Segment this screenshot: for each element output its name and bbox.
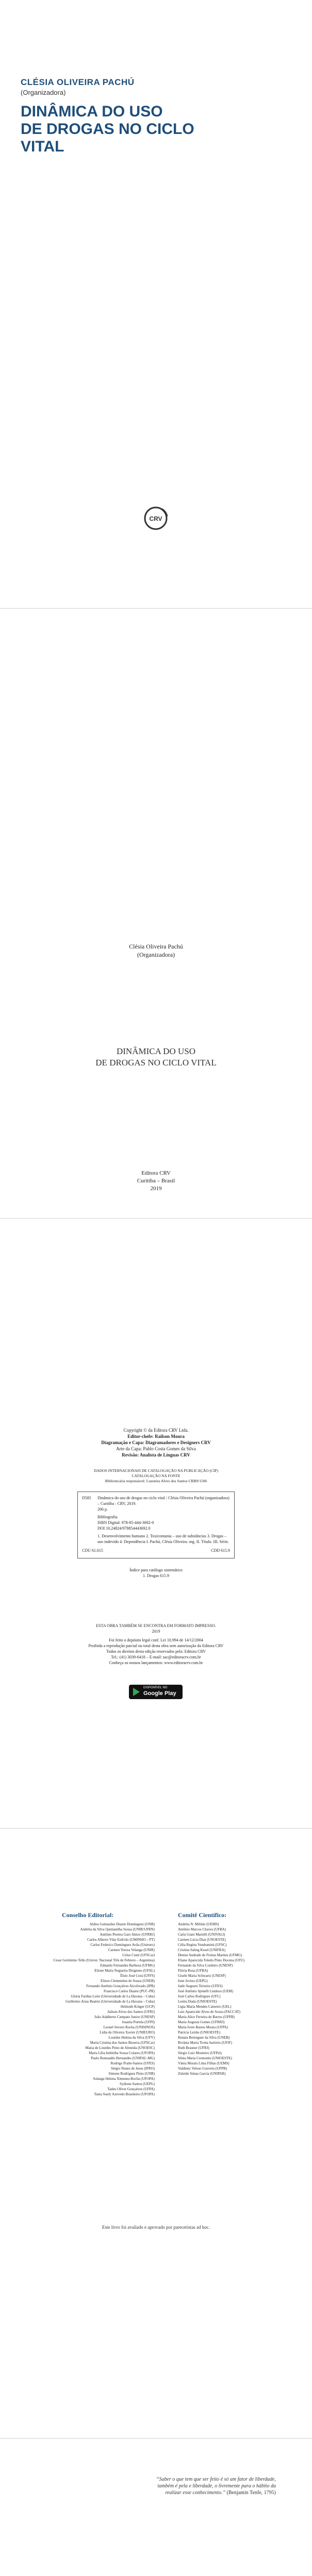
- layout-cover-credit: Diagramação e Capa: Diagramadores e Designers CRV: [101, 1440, 211, 1445]
- board-member: Eduardo Fernandes Barbosa (UFMG): [100, 1963, 155, 1968]
- print-format-notice: ESTA OBRA TAMBÉM SE ENCONTRA EM FORMATO IMPRESSO.: [96, 1623, 216, 1628]
- board-member: Vânia Morais Lima Filhas (UEMS): [178, 2061, 229, 2065]
- board-member: Tania Suely Azevedo Brasileiro (UFOPA): [94, 2092, 155, 2096]
- cdu-code: CDU 61.615: [82, 1548, 103, 1553]
- board-member: Aldira Guimarães Duarte Domínguez (UNB): [89, 1922, 155, 1926]
- catalog-index-heading: Índice para catálogo sistemático: [129, 1568, 183, 1572]
- cip-text: [97, 1495, 230, 1545]
- board-member: Fernando Antônio Gonçalves Alcoforado (IPB): [86, 1984, 155, 1988]
- board-member: Leonel Severo Rocha (UNISINOS): [103, 2025, 155, 2029]
- board-member: Lídia de Oliveira Xavier (UNIEURO): [100, 2030, 155, 2035]
- page-separator: [0, 1218, 312, 1219]
- google-play-badge-label: Google Play: [143, 1690, 176, 1697]
- rights-notice: [0, 1623, 312, 1666]
- publication-year: 2019: [150, 1185, 162, 1192]
- title-page-organizer-label: (Organizadora): [137, 951, 175, 958]
- board-member: Elizeu Clementino de Souza (UNEB): [101, 1979, 155, 1983]
- board-member: Elione Maria Nogueira Diogenes (UFAL): [94, 1969, 155, 1973]
- board-member: Lenita Duda (UNIOESTE): [178, 1999, 217, 2004]
- board-member: Cristina Saling Kruel (UNIFRA): [178, 1948, 225, 1952]
- board-member: Guillermo Arias Beatón (Universidade de La Havana – Cuba): [65, 1999, 155, 2004]
- board-member: Helmuth Krüger (UCP): [120, 2005, 155, 2009]
- peer-review-notice: Este livro foi avaliado e aprovado por pareceristas ad hoc.: [102, 2225, 210, 2230]
- board-member: Maria Cristina dos Santos Bezerra (UFSCar): [90, 2041, 155, 2045]
- epigraph: [150, 2476, 276, 2496]
- board-member: Josania Portela (UFPI): [122, 2020, 155, 2024]
- cip-heading-line-3: Bibliotecária responsável: Luzenira Alves dos Santos CRB9/1506: [105, 1479, 207, 1483]
- contact-line: Tel.: (41) 3039-6418 – E-mail: sac@editoracrv.com.br: [111, 1655, 201, 1659]
- play-store-icon: [133, 1688, 140, 1696]
- cover-title: [21, 103, 237, 156]
- legal-deposit: Foi feito o depósito legal conf. Lei 10.994 de 14/12/2004: [109, 1638, 203, 1642]
- publisher-city: Curitiba – Brasil: [137, 1178, 175, 1184]
- board-member: Rodrigo Pratte-Santos (UFES): [110, 2061, 155, 2065]
- board-member: Fernando da Silva Cordeiro (UNESP): [178, 1963, 233, 1968]
- board-member: Flávia Rosa (UFBA): [178, 1969, 208, 1973]
- board-member: Eliane Aparecida Toledo Pinto Docena (UFU): [178, 1958, 245, 1962]
- rights-reserved: Todos os direitos desta edição reservados pela: Editora CRV: [106, 1649, 206, 1654]
- title-page-title-line-1: DINÂMICA DO USO: [116, 1046, 195, 1056]
- board-member: Élsio José Corá (UFFS): [120, 1974, 155, 1978]
- board-member: José Carlos Rodrigues (UFC): [178, 1994, 221, 1998]
- cip-record-body: [82, 1495, 230, 1545]
- cover-title-line-1: DINÂMICA DO USO: [21, 103, 163, 120]
- board-member: Jadir Augusto Teixeira (UFES): [178, 1984, 223, 1988]
- board-member: Patrícia Leirão (UNIOESTE): [178, 2030, 221, 2035]
- catalog-index: [0, 1567, 312, 1579]
- board-member: Carmen Tereza Velanga (UNIR): [108, 1948, 155, 1952]
- website-line: Conheça os nossos lançamentos: www.editoracrv.com.br: [109, 1660, 203, 1665]
- board-member: Gisele Maria Schwartz (UNESP): [178, 1974, 226, 1978]
- board-member: Sérgio Nunes de Jesus (IFRO): [110, 2066, 155, 2071]
- board-member: Carlos Alberto Vilar Estêvão (UMINHO – PT): [87, 1938, 155, 1942]
- board-member: Denise Andrade de Freitas Martins (UFMG): [178, 1953, 242, 1957]
- cip-isbn: ISBN Digital: 978-85-444-3692-0: [97, 1520, 154, 1525]
- board-member: Ruth Brauner (UFRJ): [178, 2046, 209, 2050]
- board-member: Zuleide Simas Garcia (UNIPAR): [178, 2072, 226, 2076]
- notice-year: 2019: [152, 1629, 160, 1634]
- copyright-credits: [0, 1427, 312, 1458]
- board-member: Célia Regina Vendramini (UFSC): [178, 1943, 227, 1947]
- board-member: Ione Jovino (UEPG): [178, 1979, 208, 1983]
- board-member: Sydione Santos (UEPG): [119, 2082, 155, 2086]
- cover-title-line-2: DE DROGAS NO CICLO VITAL: [21, 121, 194, 155]
- cip-doi: DOI 10.24824/978854443692.0: [97, 1526, 151, 1531]
- board-member: Gloria Fariñas León (Universidade de La Havana – Cuba): [71, 1994, 155, 1998]
- cip-record-box: [77, 1492, 235, 1558]
- scientific-committee-heading: Comitê Científico:: [178, 1911, 227, 1919]
- title-page-title: [0, 1046, 312, 1069]
- board-member: Celso Conti (UFSCar): [122, 1953, 155, 1957]
- board-member: Maria Ivete Bastos Moura (UFPA): [178, 2025, 228, 2029]
- board-member: Maria Alice Ferreira de Barros (UFPB): [178, 2015, 235, 2019]
- board-member: Simone Rodrigues Pinto (UNB): [108, 2072, 155, 2076]
- board-member: Lígia Maria Mendes Carneiro (UEL): [178, 2005, 232, 2009]
- board-member: Jailson Alves dos Santos (UFRJ): [107, 2010, 155, 2014]
- cip-bibliography: Bibliografia: [97, 1515, 118, 1519]
- revision-credit: Revisão: Analista de Línguas CRV: [122, 1452, 190, 1458]
- scientific-committee-list: [178, 1922, 281, 2076]
- board-member: Andréia N. Militão (UEMS): [178, 1922, 219, 1926]
- board-member: Antônio Pereira Gaio Júnior (UFRRJ): [100, 1933, 155, 1937]
- cip-classification: [82, 1548, 230, 1553]
- board-member: Cesar Gerónimo Tello (Univer. Nacional Três de Febrero – Argentina): [53, 1958, 155, 1962]
- board-member: José Antônio Spinelli Lindozo (UEM): [178, 1989, 233, 1993]
- cip-pages: 266 p.: [97, 1507, 108, 1512]
- cip-heading-line-2: CATALOGAÇÃO NA FONTE: [132, 1473, 180, 1478]
- crv-logo: [142, 505, 169, 532]
- board-member: João Adalberto Campato Junior (UNESP): [94, 2015, 155, 2019]
- board-member: Antônio Marcos Chaves (UFBA): [178, 1927, 226, 1931]
- cip-heading-line-1: DADOS INTERNACIONAIS DE CATALOGAÇÃO NA PUBLICAÇÃO (CIP): [93, 1468, 219, 1473]
- cip-entry: Dinâmica do uso de drogas no ciclo vital / Clésia Oliveira Pachú (organizadora) – Curitiba : CRV, 2019.: [97, 1496, 229, 1506]
- epigraph-quote: “Saber o que tem que ser feito é só um fator de liberdade, também é pela e liberdade, o livremente para o hábito da realizar esse conhecimento.”: [156, 2477, 276, 2496]
- epigraph-citation: (Benjamin Tenfe, 1795): [226, 2490, 276, 2496]
- cdd-code: CDD 615.9: [211, 1548, 230, 1553]
- board-member: Francisco Carlos Duarte (PUC-PR): [104, 1989, 155, 1993]
- publisher-name: Editora CRV: [141, 1170, 171, 1176]
- catalog-index-item: 1. Drogas 615.9: [142, 1573, 170, 1578]
- title-page: [0, 609, 312, 1217]
- crv-logo-text: CRV: [149, 515, 162, 522]
- cip-code: D585: [82, 1496, 91, 1500]
- editorial-board-list: [41, 1922, 155, 2097]
- board-member: Luiz Aparecido Alves de Souza (FACCAT): [178, 2010, 240, 2014]
- board-member: Sérgio Luiz Monteiro (UFPel): [178, 2051, 222, 2055]
- cip-subjects: 1. Desenvolvimento humano 2. Toxicomania – uso de substâncias 3. Drogas – uso indevido 4. Dependência I. Pachú, Clésia Oliveira. org. II. Título. III. Série.: [97, 1534, 229, 1544]
- cover-organizer-label: (Organizadora): [21, 89, 66, 96]
- cover-art-credit: Arte da Capa: Pablo Costa Gomes da Silva: [116, 1446, 196, 1451]
- cover-author: CLÉSIA OLIVEIRA PACHÚ: [21, 77, 135, 87]
- editorial-board-heading: Conselho Editorial:: [62, 1911, 114, 1919]
- board-member: Solange Helena Ximenes-Rocha (UFOPA): [93, 2077, 155, 2081]
- page-separator: [0, 2438, 312, 2439]
- board-member: Tadeu Oliver Gonçalves (UFPA): [107, 2087, 155, 2091]
- board-member: Carmen Lúcia Dias (UNOESTE): [178, 1938, 226, 1942]
- page-separator: [0, 1828, 312, 1829]
- reproduction-notice: Proibida a reprodução parcial ou total desta obra sem autorização da Editora CRV: [88, 1643, 224, 1648]
- board-member: Paulo Romualdo Hernandes (UNIFAL-MG): [91, 2056, 155, 2060]
- cover-page: [0, 0, 312, 608]
- title-page-imprint: [0, 1170, 312, 1193]
- board-member: Andréia da Silva Quintanilha Sousa (UNIR/UFRN): [80, 1927, 155, 1931]
- board-member: Renata Berenguer da Silva (UNEB): [178, 2036, 230, 2040]
- board-member: Valdiney Veloso Gouveia (UFPB): [178, 2066, 227, 2071]
- title-page-title-line-2: DE DROGAS NO CICLO VITAL: [95, 1058, 217, 1067]
- board-member: Rivânia Maria Trotta Sartório (UFJF): [178, 2041, 232, 2045]
- board-member: Maria Lília Imbiriba Sousa Colares (UFOPA): [89, 2051, 155, 2055]
- board-member: Lourdes Helena da Silva (UFV): [108, 2036, 155, 2040]
- copyright-line: Copyright © da Editora CRV Ltda.: [123, 1428, 189, 1433]
- board-member: Sônia Maria Cremonin (UNIOESTE): [178, 2056, 232, 2060]
- title-page-author: Clésia Oliveira Pachú: [129, 943, 183, 950]
- google-play-badge-caption: DISPONÍVEL NO: [143, 1686, 168, 1689]
- cip-heading: [0, 1468, 312, 1484]
- board-member: Maria de Lourdes Pinto de Almeida (UNOESC): [85, 2046, 155, 2050]
- google-play-badge[interactable]: [129, 1685, 183, 1699]
- board-member: Maria Augusta Gomes (UFRRJ): [178, 2020, 225, 2024]
- editor-chief: Editor-chefe: Railson Moura: [127, 1434, 185, 1439]
- board-member: Carla Giani Martelli (UNIVALI): [178, 1933, 225, 1937]
- board-member: Carlos Federico Domínguez Avila (Unieuro): [90, 1943, 155, 1947]
